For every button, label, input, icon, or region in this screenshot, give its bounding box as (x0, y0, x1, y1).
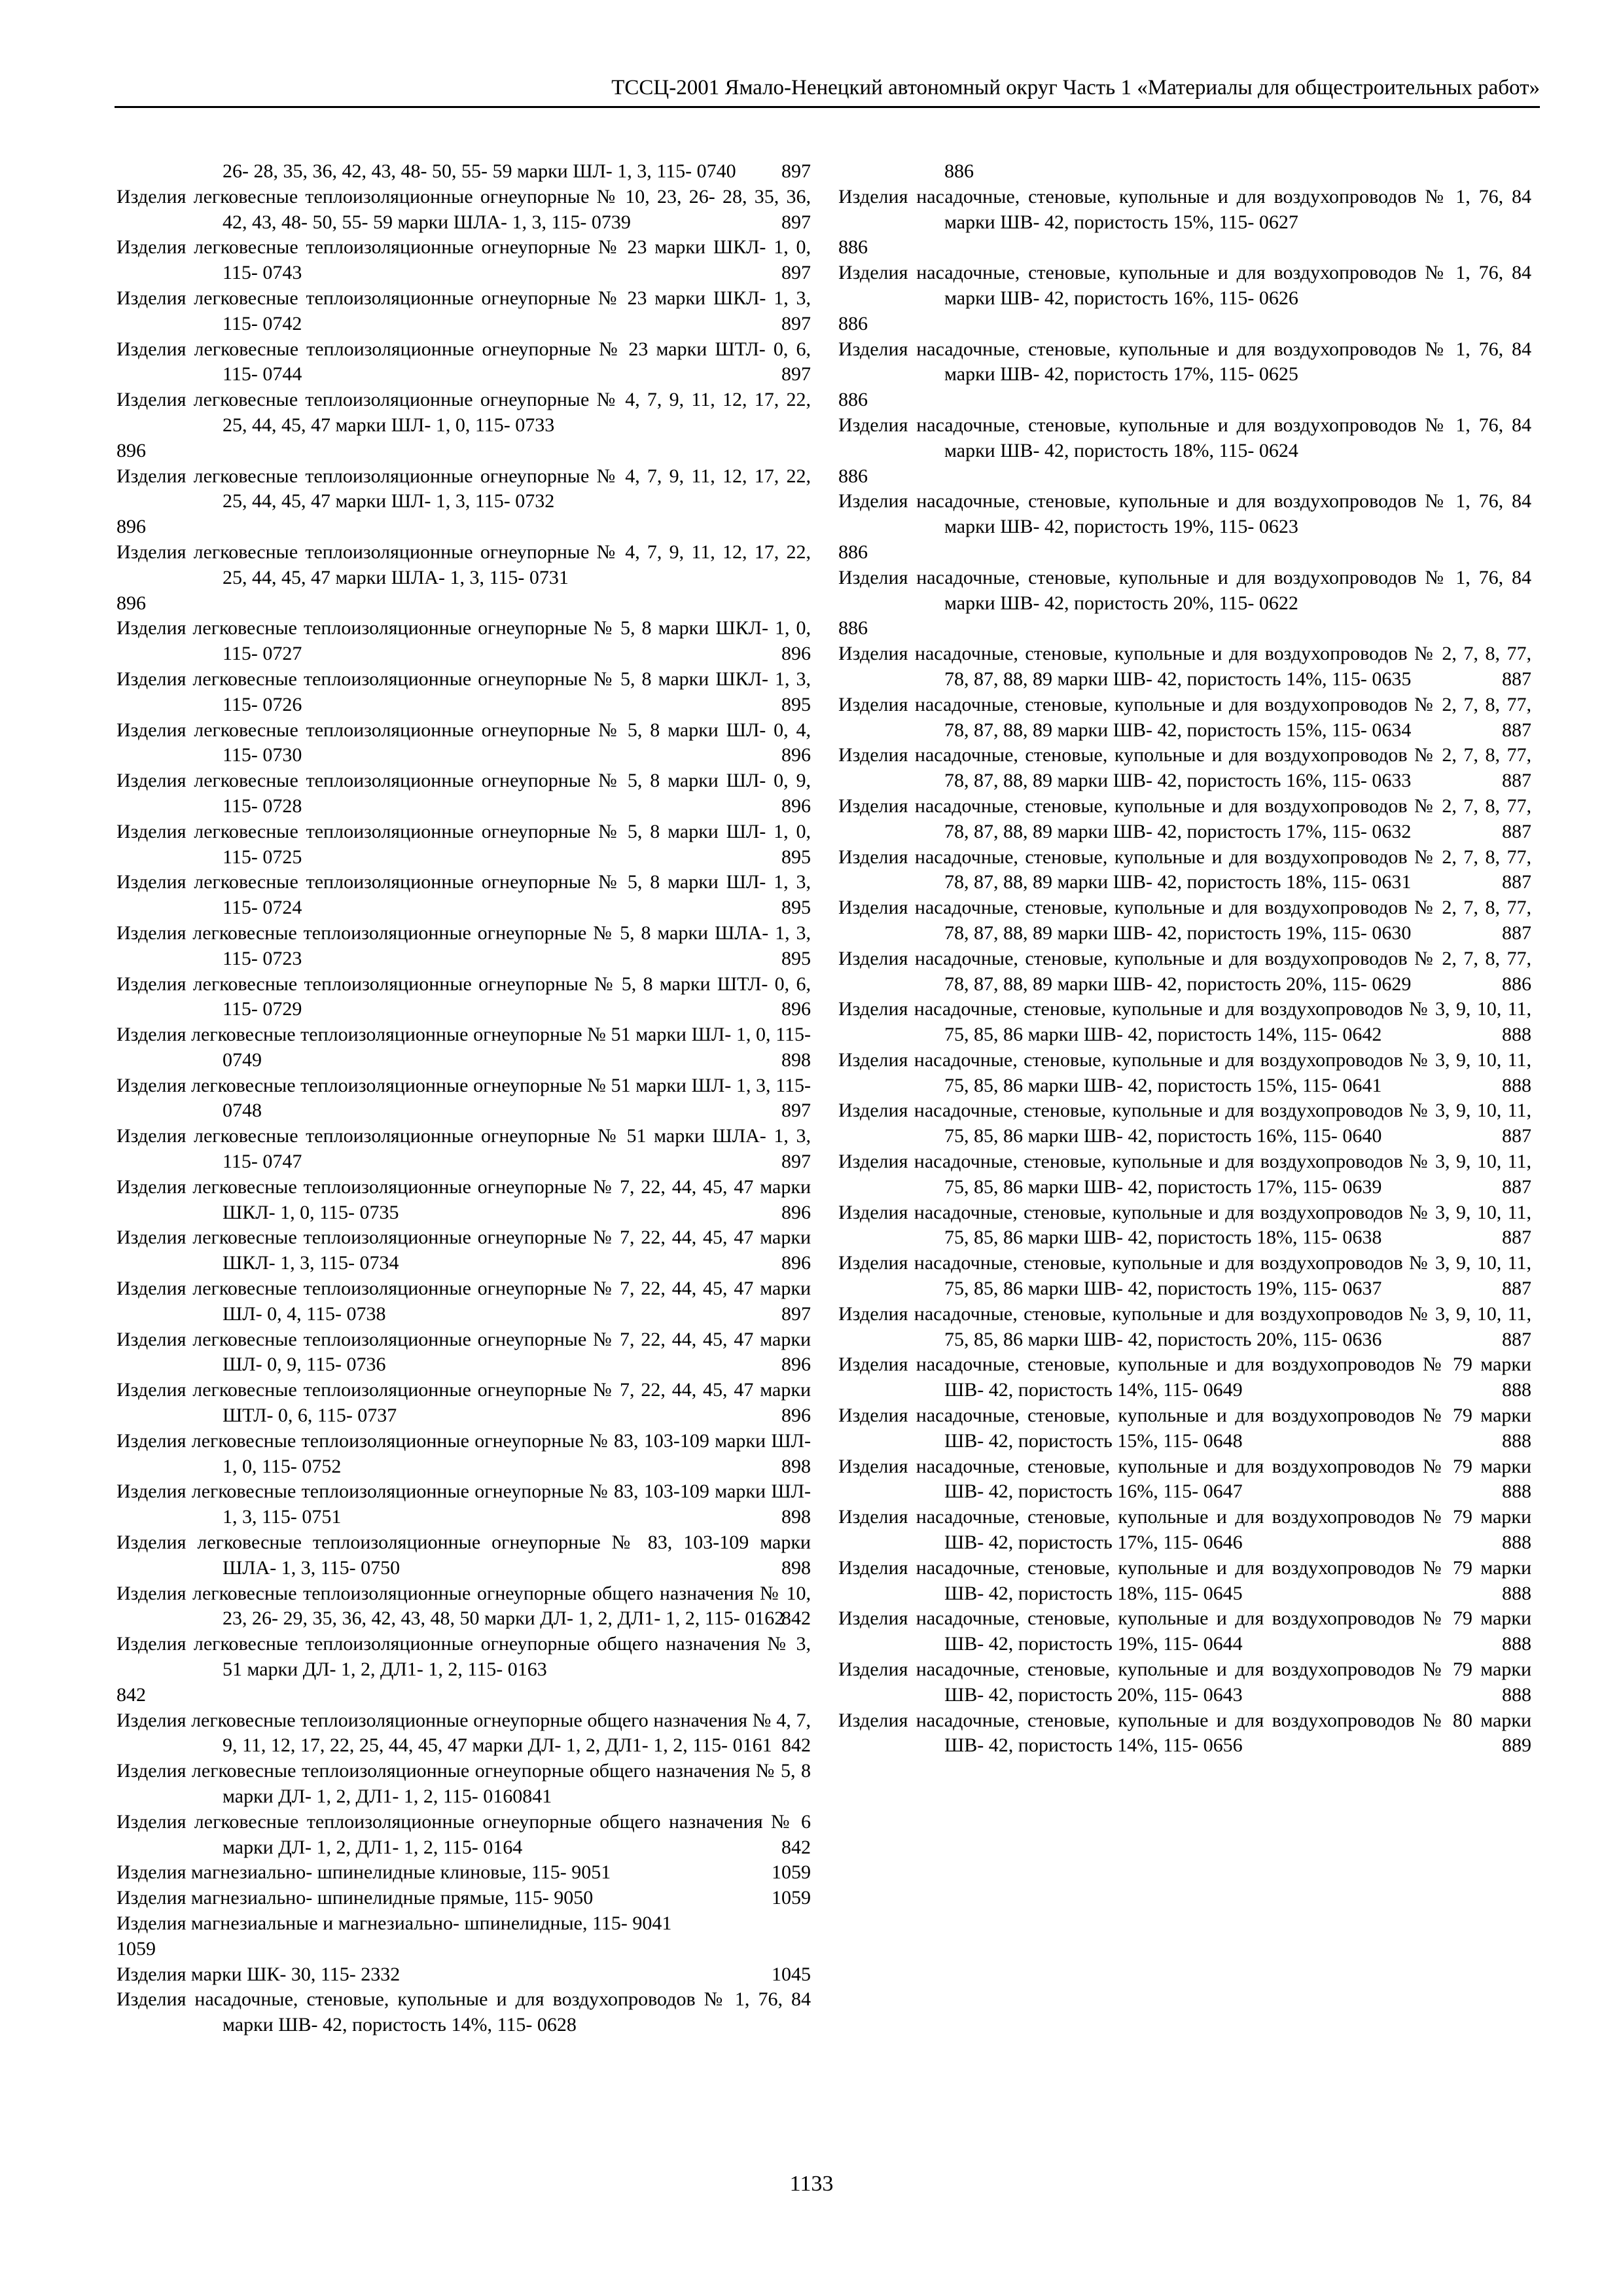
index-entry (116, 616, 811, 667)
index-entry-text: Изделия легковесные теплоизоляционные огнеупорные № 5, 8 марки ШЛ- 0, 4, 115- 0730 (116, 719, 811, 766)
index-entry-text: Изделия насадочные, стеновые, купольные и для воздухопроводов № 2, 7, 8, 77, 78, 87, 88, 89 марки ШВ- 42, пористость 18%, 115- 0631 (838, 846, 1531, 893)
index-entry-text: Изделия насадочные, стеновые, купольные и для воздухопроводов № 1, 76, 84 марки ШВ- 42, пористость 16%, 115- 0626 (838, 262, 1531, 309)
index-entry-page: 886 (838, 312, 868, 334)
index-entry-text: Изделия магнезиальные и магнезиально- шпинелидные, 115- 9041 (116, 1912, 672, 1934)
index-entry-text: Изделия насадочные, стеновые, купольные и для воздухопроводов № 79 марки ШВ- 42, пористость 20%, 115- 0643 (838, 1659, 1531, 1706)
index-entry-page: 897 (781, 312, 811, 334)
index-entry-text: Изделия насадочные, стеновые, купольные и для воздухопроводов № 79 марки ШВ- 42, пористость 14%, 115- 0649 (838, 1354, 1531, 1401)
index-entry-text: Изделия насадочные, стеновые, купольные и для воздухопроводов № 3, 9, 10, 11, 75, 85, 86 марки ШВ- 42, пористость 18%, 115- 0638 (838, 1201, 1531, 1249)
index-entry (838, 1048, 1531, 1099)
index-entry (116, 1632, 811, 1708)
index-entry-page: 896 (781, 1354, 811, 1376)
index-entry (116, 286, 811, 337)
index-entry-text: Изделия насадочные, стеновые, купольные и для воздухопроводов № 79 марки ШВ- 42, пористость 18%, 115- 0645 (838, 1556, 1531, 1604)
index-entry-text: Изделия легковесные теплоизоляционные огнеупорные № 5, 8 марки ШТЛ- 0, 6, 115- 0729 (116, 973, 811, 1020)
index-entry (838, 565, 1531, 641)
index-entry (116, 1886, 811, 1911)
index-entry-text: Изделия легковесные теплоизоляционные огнеупорные № 4, 7, 9, 11, 12, 17, 22, 25, 44, 45, 47 марки ШЛ- 1, 0, 115- 0733 (116, 389, 811, 436)
index-entry-page: 887 (1502, 1328, 1531, 1350)
index-entry-page: 896 (781, 1201, 811, 1223)
index-entry-page: 887 (1502, 1227, 1531, 1249)
index-entry (116, 464, 811, 540)
index-entry (116, 540, 811, 616)
index-entry (838, 946, 1531, 997)
index-entry-page: 888 (1502, 1683, 1531, 1706)
index-entry-page: 888 (1502, 1532, 1531, 1554)
index-entry (838, 1200, 1531, 1251)
index-entry-text: 26- 28, 35, 36, 42, 43, 48- 50, 55- 59 марки ШЛ- 1, 3, 115- 0740 (223, 160, 736, 182)
index-entry-text: Изделия легковесные теплоизоляционные огнеупорные № 51 марки ШЛА- 1, 3, 115- 0747 (116, 1125, 811, 1173)
index-entry-text: Изделия насадочные, стеновые, купольные и для воздухопроводов № 3, 9, 10, 11, 75, 85, 86 марки ШВ- 42, пористость 16%, 115- 0640 (838, 1100, 1531, 1147)
index-entry-page: 896 (116, 439, 146, 461)
index-entry-page: 896 (116, 516, 146, 538)
index-entry (838, 413, 1531, 489)
index-entry-text: Изделия насадочные, стеновые, купольные и для воздухопроводов № 2, 7, 8, 77, 78, 87, 88, 89 марки ШВ- 42, пористость 17%, 115- 0632 (838, 795, 1531, 842)
index-entry-page: 887 (1502, 820, 1531, 842)
index-entry-page: 897 (781, 211, 811, 233)
index-entry-text: Изделия насадочные, стеновые, купольные и для воздухопроводов № 1, 76, 84 марки ШВ- 42, пористость 14%, 115- 0628 (116, 1988, 811, 2036)
index-entry-text: Изделия насадочные, стеновые, купольные и для воздухопроводов № 80 марки ШВ- 42, пористость 14%, 115- 0656 (838, 1709, 1531, 1757)
index-entry-page: 889 (1502, 1734, 1531, 1757)
index-entry (838, 260, 1531, 336)
index-entry (838, 1098, 1531, 1149)
running-header (115, 73, 1540, 108)
index-entry-text: Изделия легковесные теплоизоляционные огнеупорные общего назначения № 6 марки ДЛ- 1, 2, ДЛ1- 1, 2, 115- 0164 (116, 1810, 811, 1858)
index-entry-text: Изделия насадочные, стеновые, купольные и для воздухопроводов № 3, 9, 10, 11, 75, 85, 86 марки ШВ- 42, пористость 17%, 115- 0639 (838, 1151, 1531, 1198)
index-entry (838, 1606, 1531, 1657)
index-column-right (838, 159, 1531, 1759)
index-entry (838, 641, 1531, 692)
index-entry-page: 888 (1502, 1582, 1531, 1604)
index-entry (838, 1149, 1531, 1200)
index-entry-text: Изделия насадочные, стеновые, купольные и для воздухопроводов № 1, 76, 84 марки ШВ- 42, пористость 19%, 115- 0623 (838, 490, 1531, 538)
index-entry (838, 159, 1531, 185)
index-entry-text: Изделия насадочные, стеновые, купольные и для воздухопроводов № 1, 76, 84 марки ШВ- 42, пористость 20%, 115- 0622 (838, 566, 1531, 614)
index-entry-page: 896 (781, 643, 811, 665)
index-entry-text: Изделия легковесные теплоизоляционные огнеупорные № 5, 8 марки ШЛ- 1, 0, 115- 0725 (116, 820, 811, 868)
index-entry-text: Изделия легковесные теплоизоляционные огнеупорные № 23 марки ШКЛ- 1, 0, 115- 0743 (116, 236, 811, 284)
index-entry (116, 387, 811, 463)
index-entry (116, 1429, 811, 1480)
index-entry-page: 887 (1502, 668, 1531, 690)
index-entry-page: 898 (781, 1506, 811, 1528)
index-entry (838, 997, 1531, 1048)
index-entry (838, 1251, 1531, 1302)
index-entry-page: 1059 (772, 1861, 811, 1884)
index-entry-text: Изделия насадочные, стеновые, купольные и для воздухопроводов № 2, 7, 8, 77, 78, 87, 88, 89 марки ШВ- 42, пористость 14%, 115- 0635 (838, 643, 1531, 690)
index-entry (838, 845, 1531, 896)
index-entry-page: 886 (1502, 973, 1531, 995)
index-entry-page: 886 (838, 236, 868, 259)
index-entry (838, 1403, 1531, 1454)
index-entry (116, 1759, 811, 1810)
index-entry-page: 886 (838, 465, 868, 487)
index-entry-page: 896 (781, 998, 811, 1020)
page-footer (0, 2172, 1623, 2197)
index-entry-page: 895 (781, 897, 811, 919)
index-entry-page: 895 (781, 947, 811, 969)
index-entry (116, 1073, 811, 1124)
index-entry-text: Изделия легковесные теплоизоляционные огнеупорные № 83, 103-109 марки ШЛ- 1, 0, 115- 0752 (116, 1429, 811, 1477)
index-entry-text: Изделия насадочные, стеновые, купольные и для воздухопроводов № 3, 9, 10, 11, 75, 85, 86 марки ШВ- 42, пористость 14%, 115- 0642 (838, 998, 1531, 1046)
index-entry (116, 235, 811, 286)
index-entry-text: Изделия легковесные теплоизоляционные огнеупорные общего назначения № 3, 51 марки ДЛ- 1, 2, ДЛ1- 1, 2, 115- 0163 (116, 1633, 811, 1681)
index-entry-page: 888 (1502, 1480, 1531, 1503)
index-entry-page: 897 (781, 363, 811, 386)
index-entry-text: Изделия насадочные, стеновые, купольные и для воздухопроводов № 1, 76, 84 марки ШВ- 42, пористость 18%, 115- 0624 (838, 414, 1531, 461)
index-entry (838, 743, 1531, 794)
index-entry-text: Изделия легковесные теплоизоляционные огнеупорные № 5, 8 марки ШЛ- 1, 3, 115- 0724 (116, 871, 811, 919)
index-entry-page: 895 (781, 846, 811, 868)
index-entry-page: 887 (1502, 1175, 1531, 1198)
index-entry (116, 1378, 811, 1429)
index-entry-text: Изделия насадочные, стеновые, купольные и для воздухопроводов № 2, 7, 8, 77, 78, 87, 88, 89 марки ШВ- 42, пористость 15%, 115- 0634 (838, 693, 1531, 741)
index-entry-text: Изделия насадочные, стеновые, купольные и для воздухопроводов № 3, 9, 10, 11, 75, 85, 86 марки ШВ- 42, пористость 20%, 115- 0636 (838, 1302, 1531, 1350)
index-entry-text: Изделия легковесные теплоизоляционные огнеупорные № 4, 7, 9, 11, 12, 17, 22, 25, 44, 45, 47 марки ШЛ- 1, 3, 115- 0732 (116, 465, 811, 512)
index-entry-text: Изделия насадочные, стеновые, купольные и для воздухопроводов № 79 марки ШВ- 42, пористость 19%, 115- 0644 (838, 1607, 1531, 1655)
index-entry-page: 896 (116, 592, 146, 614)
index-entry (116, 1581, 811, 1632)
index-entry-text: Изделия легковесные теплоизоляционные огнеупорные № 7, 22, 44, 45, 47 марки ШЛ- 0, 9, 115- 0736 (116, 1328, 811, 1376)
index-entry (838, 1352, 1531, 1403)
index-entry-page: 896 (781, 795, 811, 817)
index-entry-text: Изделия насадочные, стеновые, купольные и для воздухопроводов № 1, 76, 84 марки ШВ- 42, пористость 17%, 115- 0625 (838, 338, 1531, 386)
index-entry-text: Изделия насадочные, стеновые, купольные и для воздухопроводов № 2, 7, 8, 77, 78, 87, 88, 89 марки ШВ- 42, пористость 16%, 115- 0633 (838, 744, 1531, 792)
index-entry (838, 1302, 1531, 1353)
index-entry-text: Изделия легковесные теплоизоляционные огнеупорные № 5, 8 марки ШЛА- 1, 3, 115- 0723 (116, 922, 811, 969)
index-entry-page: 897 (781, 1302, 811, 1325)
index-entry-page: 888 (1502, 1024, 1531, 1046)
index-entry (116, 718, 811, 769)
index-entry-page: 886 (838, 541, 868, 563)
index-entry-text: Изделия легковесные теплоизоляционные огнеупорные № 83, 103-109 марки ШЛ- 1, 3, 115- 0751 (116, 1480, 811, 1528)
page-number: 1133 (789, 2172, 834, 2196)
index-entry-text: Изделия легковесные теплоизоляционные огнеупорные № 51 марки ШЛ- 1, 3, 115- 0748 (116, 1074, 811, 1122)
index-entry-text: Изделия легковесные теплоизоляционные огнеупорные общего назначения № 5, 8 марки ДЛ- 1, 2, ДЛ1- 1, 2, 115- 0160 (116, 1760, 811, 1807)
index-entry-text: Изделия легковесные теплоизоляционные огнеупорные общего назначения № 10, 23, 26- 29, 35, 36, 42, 43, 48, 50 марки ДЛ- 1, 2, ДЛ1- 1, 2, 115- 0162 (116, 1582, 811, 1630)
index-entry-text: Изделия насадочные, стеновые, купольные и для воздухопроводов № 79 марки ШВ- 42, пористость 16%, 115- 0647 (838, 1455, 1531, 1503)
index-entry-page: 842 (781, 1607, 811, 1630)
index-column-left (116, 159, 811, 2038)
index-entry-text: Изделия легковесные теплоизоляционные огнеупорные № 23 марки ШТЛ- 0, 6, 115- 0744 (116, 338, 811, 386)
index-entry-text: Изделия насадочные, стеновые, купольные и для воздухопроводов № 3, 9, 10, 11, 75, 85, 86 марки ШВ- 42, пористость 15%, 115- 0641 (838, 1049, 1531, 1096)
index-entry-page: 886 (944, 160, 974, 182)
index-entry (116, 1276, 811, 1327)
index-entry-page: 896 (781, 1405, 811, 1427)
index-entry (116, 1175, 811, 1226)
index-entry (116, 1022, 811, 1073)
index-entry-text: Изделия легковесные теплоизоляционные огнеупорные № 51 марки ШЛ- 1, 0, 115- 0749 (116, 1024, 811, 1071)
index-entry (838, 1708, 1531, 1759)
index-entry-page: 886 (838, 389, 868, 411)
index-entry-page: 888 (1502, 1633, 1531, 1655)
index-entry (116, 159, 811, 185)
index-entry (116, 1987, 811, 2038)
index-entry-page: 887 (1502, 922, 1531, 944)
index-entry (116, 667, 811, 718)
index-entry-page: 897 (781, 262, 811, 284)
index-entry-page: 1059 (116, 1937, 156, 1960)
index-entry (838, 692, 1531, 744)
header-title: ТССЦ-2001 Ямало-Ненецкий автономный округ Часть 1 «Материалы для общестроительных работ» (611, 76, 1540, 99)
index-entry (838, 895, 1531, 946)
index-entry (838, 1657, 1531, 1708)
index-entry-text: Изделия магнезиально- шпинелидные клиновые, 115- 9051 (116, 1861, 611, 1884)
index-entry-page: 897 (781, 1100, 811, 1122)
index-entry-page: 887 (1502, 770, 1531, 792)
index-entry (116, 1810, 811, 1861)
index-entry-text: Изделия насадочные, стеновые, купольные и для воздухопроводов № 2, 7, 8, 77, 78, 87, 88, 89 марки ШВ- 42, пористость 19%, 115- 0630 (838, 897, 1531, 944)
index-entry-text: Изделия легковесные теплоизоляционные огнеупорные № 7, 22, 44, 45, 47 марки ШТЛ- 0, 6, 115- 0737 (116, 1379, 811, 1427)
index-entry (116, 1225, 811, 1276)
index-entry-text: Изделия легковесные теплоизоляционные огнеупорные № 5, 8 марки ШЛ- 0, 9, 115- 0728 (116, 770, 811, 817)
index-entry-text: Изделия насадочные, стеновые, купольные и для воздухопроводов № 79 марки ШВ- 42, пористость 17%, 115- 0646 (838, 1506, 1531, 1554)
index-entry-page: 898 (781, 1049, 811, 1071)
index-entry-text: Изделия легковесные теплоизоляционные огнеупорные № 5, 8 марки ШКЛ- 1, 0, 115- 0727 (116, 617, 811, 665)
index-entry-page: 888 (1502, 1074, 1531, 1096)
index-entry (838, 1454, 1531, 1505)
index-entry (838, 489, 1531, 565)
index-entry (116, 1327, 811, 1378)
index-entry-page: 842 (781, 1836, 811, 1858)
index-entry-page: 887 (1502, 871, 1531, 893)
index-entry-text: Изделия легковесные теплоизоляционные огнеупорные № 5, 8 марки ШКЛ- 1, 3, 115- 0726 (116, 668, 811, 715)
index-entry (838, 337, 1531, 413)
index-entry (116, 921, 811, 972)
index-entry-text: Изделия легковесные теплоизоляционные огнеупорные № 7, 22, 44, 45, 47 марки ШЛ- 0, 4, 115- 0738 (116, 1278, 811, 1325)
index-entry-text: Изделия легковесные теплоизоляционные огнеупорные № 83, 103-109 марки ШЛА- 1, 3, 115- 0750 (116, 1532, 811, 1579)
index-entry-text: Изделия насадочные, стеновые, купольные и для воздухопроводов № 2, 7, 8, 77, 78, 87, 88, 89 марки ШВ- 42, пористость 20%, 115- 0629 (838, 947, 1531, 995)
index-entry (116, 1911, 811, 1962)
index-entry-text: Изделия насадочные, стеновые, купольные и для воздухопроводов № 79 марки ШВ- 42, пористость 15%, 115- 0648 (838, 1405, 1531, 1452)
index-entry-page: 842 (116, 1683, 146, 1706)
index-entry (116, 870, 811, 921)
index-entry-page: 887 (1502, 1125, 1531, 1147)
index-entry-page: 895 (781, 693, 811, 715)
index-entry-page: 842 (781, 1734, 811, 1757)
index-entry-page: 888 (1502, 1379, 1531, 1401)
index-entry (838, 1556, 1531, 1607)
index-entry (116, 185, 811, 236)
index-entry (116, 1860, 811, 1886)
index-entry-page: 841 (522, 1785, 552, 1807)
index-entry (116, 819, 811, 870)
index-entry (838, 794, 1531, 845)
index-entry-text: Изделия легковесные теплоизоляционные огнеупорные № 4, 7, 9, 11, 12, 17, 22, 25, 44, 45, 47 марки ШЛА- 1, 3, 115- 0731 (116, 541, 811, 588)
index-entry-text: Изделия легковесные теплоизоляционные огнеупорные № 7, 22, 44, 45, 47 марки ШКЛ- 1, 3, 115- 0734 (116, 1227, 811, 1274)
index-entry-page: 1045 (772, 1963, 811, 1985)
index-entry (116, 768, 811, 819)
index-entry-page: 886 (838, 617, 868, 639)
index-entry (116, 1124, 811, 1175)
index-entry (838, 185, 1531, 260)
index-entry (116, 1708, 811, 1759)
index-entry (116, 1479, 811, 1530)
index-entry-text: Изделия насадочные, стеновые, купольные и для воздухопроводов № 3, 9, 10, 11, 75, 85, 86 марки ШВ- 42, пористость 19%, 115- 0637 (838, 1252, 1531, 1300)
index-entry (116, 337, 811, 388)
index-entry-page: 887 (1502, 1278, 1531, 1300)
index-entry-text: Изделия насадочные, стеновые, купольные и для воздухопроводов № 1, 76, 84 марки ШВ- 42, пористость 15%, 115- 0627 (838, 185, 1531, 233)
index-entry-text: Изделия легковесные теплоизоляционные огнеупорные № 23 марки ШКЛ- 1, 3, 115- 0742 (116, 287, 811, 334)
index-entry-page: 896 (781, 744, 811, 766)
index-entry-page: 897 (781, 160, 811, 182)
index-entry-page: 898 (781, 1556, 811, 1579)
index-entry-text: Изделия магнезиально- шпинелидные прямые, 115- 9050 (116, 1887, 594, 1909)
index-entry-text: Изделия марки ШК- 30, 115- 2332 (116, 1963, 401, 1985)
index-entry (116, 1530, 811, 1581)
index-entry-page: 896 (781, 1252, 811, 1274)
index-entry-text: Изделия легковесные теплоизоляционные огнеупорные № 10, 23, 26- 28, 35, 36, 42, 43, 48- 50, 55- 59 марки ШЛА- 1, 3, 115- 0739 (116, 185, 811, 233)
index-entry-page: 898 (781, 1455, 811, 1477)
index-entry-page: 897 (781, 1151, 811, 1173)
index-entry (838, 1505, 1531, 1556)
index-entry-page: 887 (1502, 719, 1531, 741)
index-entry-page: 1059 (772, 1887, 811, 1909)
index-entry (116, 1962, 811, 1988)
index-entry-text: Изделия легковесные теплоизоляционные огнеупорные № 7, 22, 44, 45, 47 марки ШКЛ- 1, 0, 115- 0735 (116, 1175, 811, 1223)
index-entry-text: Изделия легковесные теплоизоляционные огнеупорные общего назначения № 4, 7, 9, 11, 12, 17, 22, 25, 44, 45, 47 марки ДЛ- 1, 2, ДЛ1- 1, 2, 115- 0161 (116, 1709, 811, 1757)
index-entry-page: 888 (1502, 1429, 1531, 1452)
index-entry (116, 972, 811, 1023)
